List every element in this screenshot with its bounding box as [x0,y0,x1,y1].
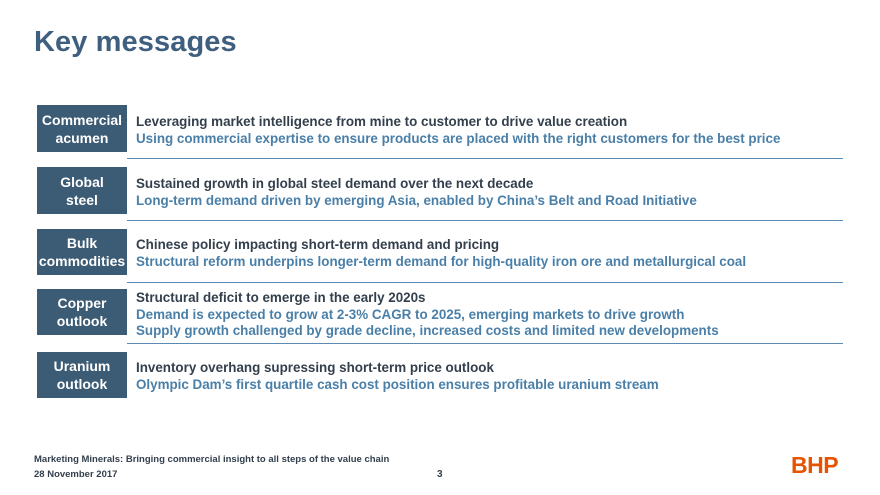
category-label [37,229,127,275]
message-detail: Demand is expected to grow at 2-3% CAGR to 2025, emerging markets to drive growth [136,306,685,322]
row-divider [127,220,843,221]
message-headline: Inventory overhang supressing short-term price outlook [136,360,494,375]
message-row-commercial-acumen [37,105,843,161]
message-text [136,176,843,209]
row-divider [127,343,843,344]
message-detail: Structural reform underpins longer-term demand for high-quality iron ore and metallurgical coal [136,253,747,269]
category-label-line: Commercial [41,111,123,128]
message-detail: Olympic Dam’s first quartile cash cost position ensures profitable uranium stream [136,376,659,392]
message-text [136,237,843,270]
footer-subtitle: Marketing Minerals: Bringing commercial insight to all steps of the value chain [34,454,390,465]
message-row-uranium-outlook [37,352,843,400]
message-row-global-steel [37,167,843,223]
category-label [37,289,127,335]
category-label [37,167,127,214]
message-detail: Supply growth challenged by grade decline, increased costs and limited new developments [136,323,719,338]
row-divider [127,282,843,283]
category-label-line: Bulk [66,235,98,251]
message-headline: Leveraging market intelligence from mine to customer to drive value creation [136,114,628,129]
category-label [37,105,127,152]
category-label-line: outlook [56,376,108,392]
message-headline: Chinese policy impacting short-term demand and pricing [136,237,500,252]
category-label [37,352,127,398]
category-label-line: outlook [56,313,108,329]
message-headline: Sustained growth in global steel demand over the next decade [136,176,534,191]
category-label-line: Uranium [53,358,111,374]
message-text [136,290,843,340]
message-row-bulk-commodities [37,229,843,285]
footer-date: 28 November 2017 [34,469,118,480]
category-label-line: Global [60,173,104,190]
category-label-line: Copper [57,295,107,311]
page-title: Key messages [34,26,237,58]
message-text [136,114,843,147]
message-detail: Using commercial expertise to ensure products are placed with the right customers for the best price [136,130,781,146]
category-label-line: acumen [55,129,109,146]
message-text [136,360,843,393]
message-row-copper-outlook [37,289,843,345]
message-detail: Long-term demand driven by emerging Asia, enabled by China’s Belt and Road Initiative [136,192,697,208]
page-number: 3 [437,469,443,480]
bhp-logo: BHP [791,452,839,478]
category-label-line: commodities [38,253,126,269]
row-divider [127,158,843,159]
message-headline: Structural deficit to emerge in the early 2020s [136,290,426,305]
category-label-line: steel [66,191,98,208]
